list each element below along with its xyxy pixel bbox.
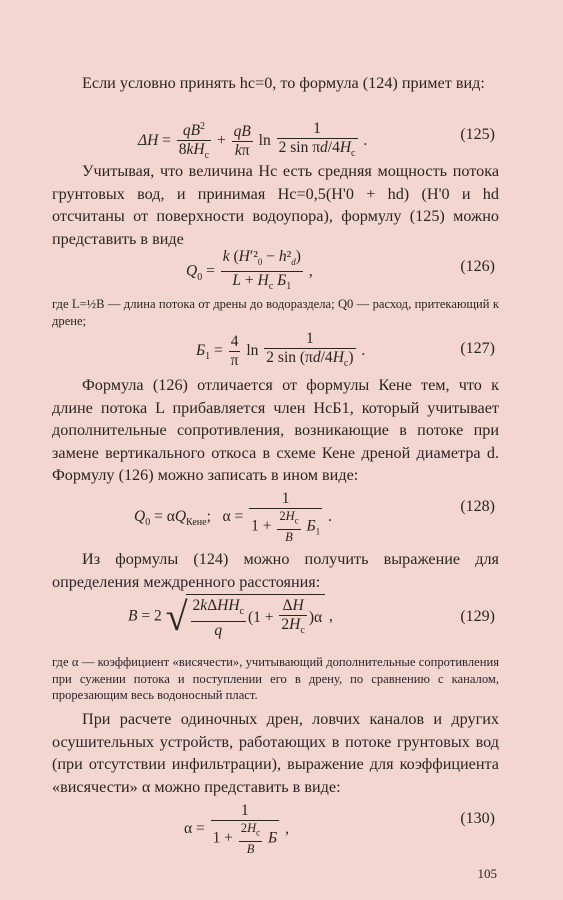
equation-number: (130) [460,810,495,827]
equation-128: $Q_0 = \alpha Q_{Кене}$; α = 1 1 + $\frac{2H_с}{B}$ $Б_1$ . (128) [134,490,495,544]
equation-number: (127) [460,340,495,357]
equation-126: $Q_0$ = $\frac{k (H'^2_0 - h^2_d)}{L + H_с Б_1}$ , (126) [186,248,495,293]
equation-127: $Б_1$ = $\frac{4}{\pi}$ ln $\frac{1}{2 \sin (\pi d/4H_с)}$ . (127) [196,330,495,370]
note-alpha: где α — коэффициент «висячести», учитывающий дополнительные сопротивления при сужении потока и поступлении его в дрену, по сравнению с каналом, прорезающим весь водоносный пласт. [52,655,499,702]
equation-number: (126) [460,258,495,275]
note-length: где L=½B — длина потока от дрены до водораздела; Q0 — расход, притекающий к дрене; [52,297,499,328]
paragraph-single-drains: При расчете одиночных дрен, ловчих каналов и других осушительных устройств, работающих в потоке грунтовых вод (при отсутствии инфильтрации), выражение для коэффициента «висячести» α можно представить в виде: [52,710,499,796]
equation-129: B = 2 √ $\frac{2k\Delta HH_с}{q}$ (1 + $\frac{\Delta H}{2H_с}$ )α , (129) [128,594,495,640]
paragraph-spacing: Из формулы (124) можно получить выражение для определения междренного расстояния: [52,550,499,591]
paragraph-kene: Формула (126) отличается от формулы Кене тем, что к длине потока L прибавляется член HсБ1, который учитывает дополнительные сопротивления, возникающие в потоке при замене вертикального откоса в схеме Кене дреной диаметра d. Формулу (126) можно записать в ином виде: [52,376,499,484]
page-number: 105 [477,866,497,881]
equation-number: (125) [460,126,495,143]
equation-125: ΔH = $\frac{qB^2}{8kH_с}$ + $\frac{qB}{k\pi}$ ln $\frac{1}{2 \sin \pi d/4H_с}$ . (125) [52,118,499,158]
paragraph-thickness: Учитывая, что величина Hс есть средняя мощность потока грунтовых вод, и принимая Hс=0,5(H'0 + hd) (H'0 и hd отсчитаны от поверхности водоупора), формулу (125) можно представить в виде [52,162,499,248]
equation-number: (129) [460,608,495,625]
paragraph-intro: Если условно принять hс=0, то формула (124) примет вид: [82,74,485,92]
equation-number: (128) [460,498,495,515]
equation-130: α = 1 1 + $\frac{2H_с}{B}$ Б , (130) [184,802,495,856]
